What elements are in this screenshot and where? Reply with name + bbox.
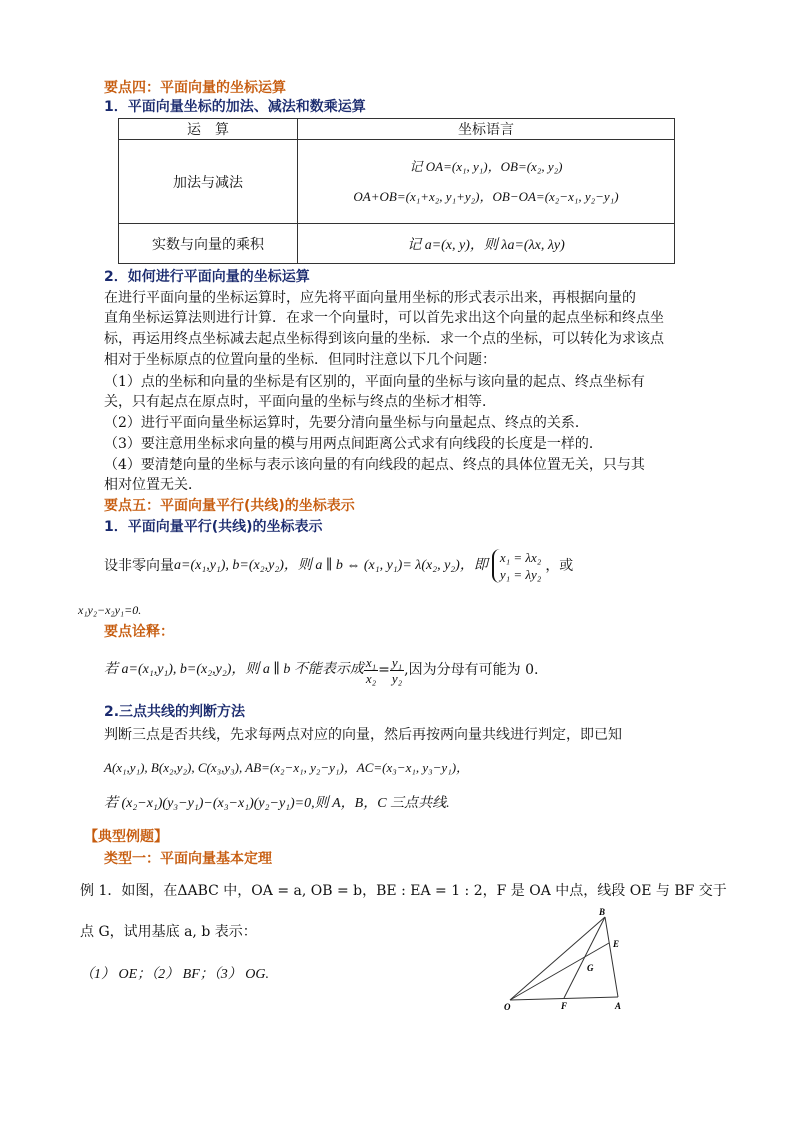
section5-title: 要点五：平面向量平行(共线)的坐标表示 (104, 498, 355, 514)
note-pre: 若 a=(x₁,y₁), b=(x₂,y₂)，则 a ∥ b 不能表示成 (104, 662, 364, 677)
para-line-4: 相对于坐标原点的位置向量的坐标．但同时注意以下几个问题： (104, 352, 496, 368)
para-line-2: 直角坐标运算法则进行计算．在求一个向量时，可以首先求出这个向量的起点坐标和终点坐 (104, 310, 664, 326)
example1-line2: 点 G，试用基底 a, b 表示： (80, 924, 257, 940)
collinear-mid: ，则 a ∥ b ⇔ (x₁, y₁)= λ(x₂, y₂)，即 (283, 558, 488, 573)
table-row2-label: 实数与向量的乘积 (119, 224, 298, 264)
frac-y (390, 655, 404, 686)
collinear-line2: x₁y₂−x₂y₁=0. (78, 603, 142, 617)
example1-line1: 例 1．如图，在ΔABC 中，OA = a, OB = b，BE : EA = 1 : 2，F 是 OA 中点，线段 OE 与 BF 交于 (80, 883, 727, 899)
label-G: G (587, 963, 594, 973)
frac-x-num: x₁ (365, 654, 377, 670)
note-line (104, 650, 538, 690)
note-end: ,因为分母有可能为 0. (404, 662, 539, 678)
label-E: E (613, 939, 620, 949)
collinear-line1 (104, 546, 573, 586)
collinear-pre: 设非零向量 (104, 558, 174, 574)
table-head-op: 运 算 (119, 119, 298, 140)
frac-y-den: y₂ (391, 670, 403, 686)
collinear-system (492, 549, 541, 583)
coordinate-operations-table (118, 118, 675, 264)
system-eq2: y₁ = λy₂ (499, 567, 542, 582)
table-row1-line1: 记 OA=(x₁, y₁)，OB=(x₂, y₂) (409, 158, 563, 174)
type1-title: 类型一：平面向量基本定理 (104, 851, 272, 867)
segment-OB (510, 917, 605, 1000)
condition-line: 若 (x₂−x₁)(y₃−y₁)−(x₃−x₁)(y₂−y₁)=0,则 A，B，C 三点共线. (104, 796, 450, 811)
points-line: A(x₁,y₁), B(x₂,y₂), C(x₃,y₃), AB=(x₂−x₁, y₂−y₁)，AC=(x₃−x₁, y₃−y₁)， (104, 760, 470, 775)
item-2: （2）进行平面向量坐标运算时，先要分清向量坐标与向量起点、终点的关系． (104, 415, 589, 431)
item-1a: （1）点的坐标和向量的坐标是有区别的，平面向量的坐标与该向量的起点、终点坐标有 (104, 374, 645, 390)
note-eq: = (378, 662, 390, 678)
example1-line3: （1） OE；（2） BF；（3） OG. (80, 967, 269, 982)
frac-x (364, 655, 378, 686)
label-F: F (561, 1001, 568, 1011)
item-3: （3）要注意用坐标求向量的模与用两点间距离公式求有向线段的长度是一样的． (104, 436, 603, 452)
note-title: 要点诠释： (104, 624, 174, 640)
item-1b: 关，只有起点在原点时，平面向量的坐标与终点的坐标才相等． (104, 394, 496, 410)
triangle-figure (500, 905, 640, 1015)
section4-sub1: 1．平面向量坐标的加法、减法和数乘运算 (104, 99, 366, 115)
judge-line: 判断三点是否共线，先求每两点对应的向量，然后再按两向量共线进行判定，即已知 (104, 727, 622, 743)
section5-sub2: 2.三点共线的判断方法 (104, 704, 246, 720)
section4-sub2: 2．如何进行平面向量的坐标运算 (104, 269, 310, 285)
frac-y-num: y₁ (391, 654, 403, 670)
section5-sub1: 1．平面向量平行(共线)的坐标表示 (104, 519, 323, 535)
segment-OE (510, 943, 609, 1000)
system-eq1: x₁ = λx₂ (499, 550, 542, 565)
label-A: A (615, 1001, 622, 1011)
collinear-end: ，或 (545, 558, 574, 574)
para-line-3: 标，再运用终点坐标减去起点坐标得到该向量的坐标．求一个点的坐标，可以转化为求该点 (104, 331, 664, 347)
item-4b: 相对位置无关． (104, 477, 202, 493)
table-head-lang: 坐标语言 (298, 119, 675, 140)
examples-title: 【典型例题】 (84, 829, 168, 845)
item-4a: （4）要清楚向量的坐标与表示该向量的有向线段的起点、终点的具体位置无关，只与其 (104, 457, 645, 473)
table-row1-line2: OA+OB=(x₁+x₂, y₁+y₂)，OB−OA=(x₂−x₁, y₂−y₁) (353, 188, 619, 204)
frac-x-den: x₂ (365, 670, 377, 686)
para-line-1: 在进行平面向量的坐标运算时，应先将平面向量用坐标的形式表示出来，再根据向量的 (104, 290, 636, 306)
label-O: O (504, 1002, 511, 1012)
segment-FB (564, 917, 605, 998)
section4-title: 要点四：平面向量的坐标运算 (104, 80, 286, 96)
table-row1-label: 加法与减法 (119, 140, 298, 224)
segment-BA (605, 917, 618, 997)
collinear-vecs: a=(x₁,y₁), b=(x₂,y₂) (174, 558, 284, 573)
table-row2-line: 记 a=(x, y)，则 λa=(λx, λy) (298, 224, 675, 264)
label-B: B (599, 907, 606, 917)
